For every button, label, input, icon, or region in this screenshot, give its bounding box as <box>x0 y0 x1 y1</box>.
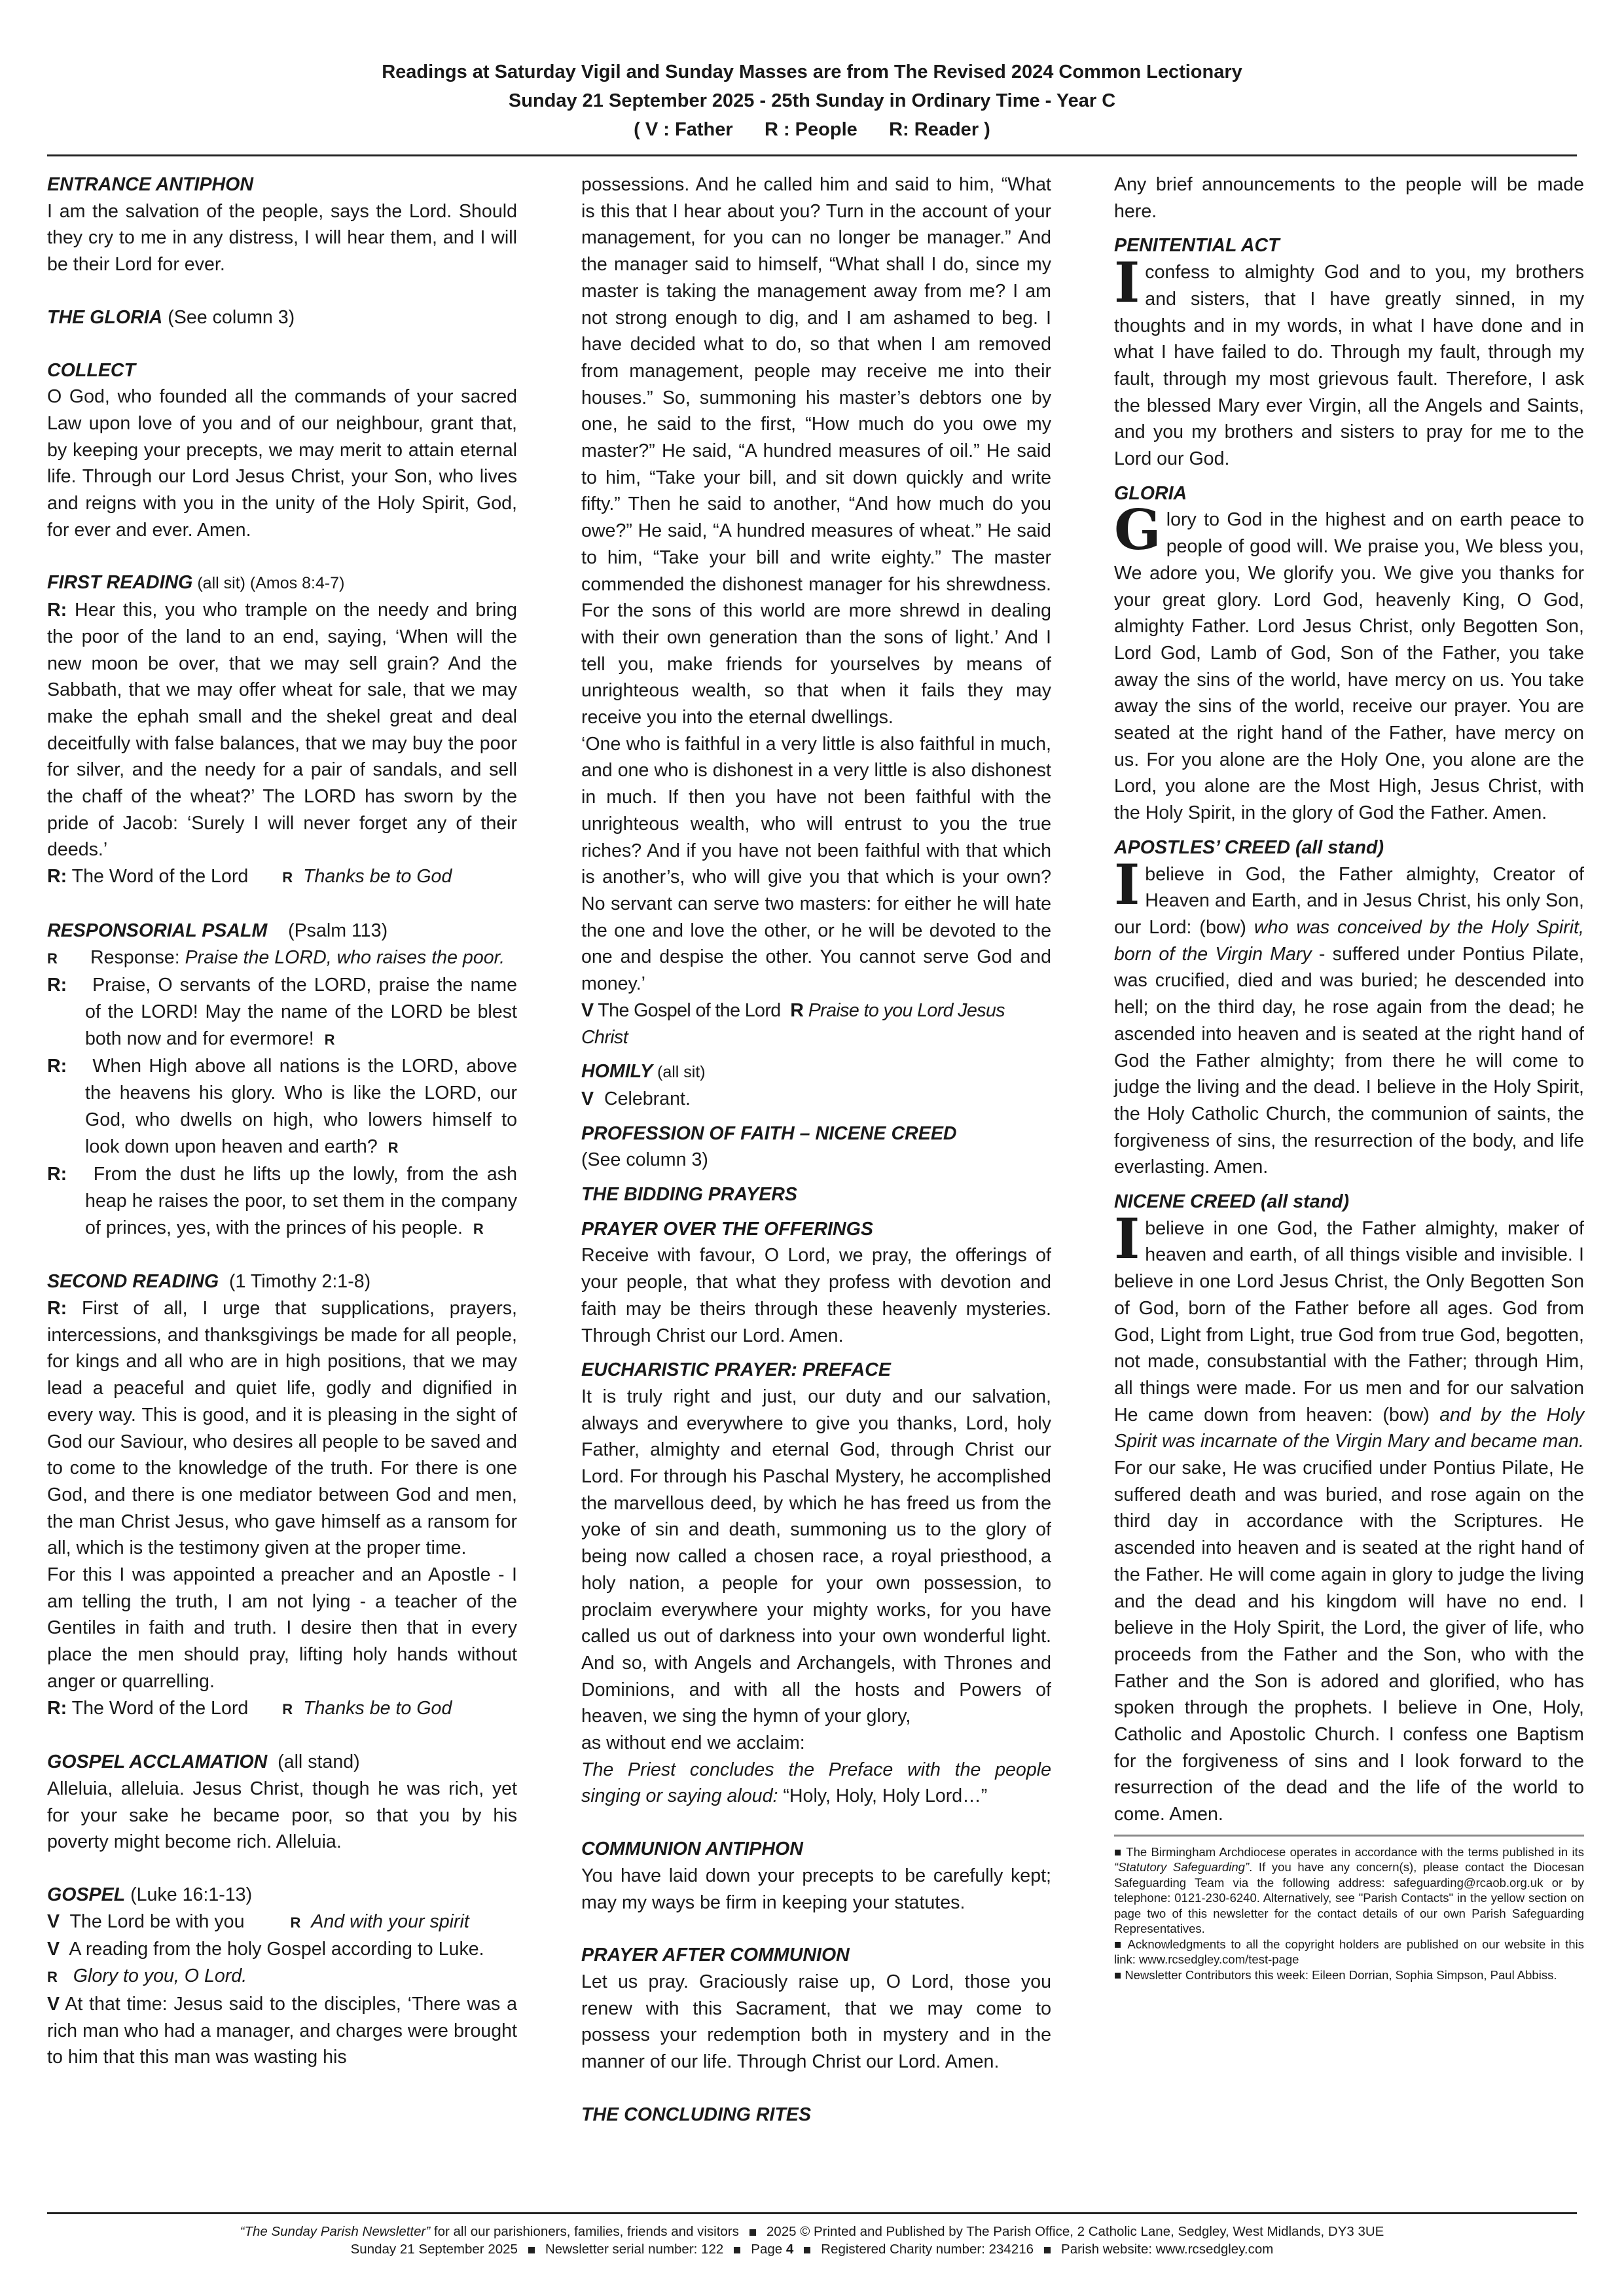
announcements-text: Any brief announcements to the people will be made here. <box>1114 174 1584 222</box>
nicene-creed-text <box>1114 1206 1584 1828</box>
second-reading-response <box>47 1695 517 1723</box>
psalm-title <box>47 918 517 944</box>
people-label: R <box>473 1220 484 1237</box>
greeting-response: And with your spirit <box>311 1910 469 1932</box>
psalm-verse-3 <box>47 1161 517 1242</box>
preface-acclaim: as without end we acclaim: <box>581 1732 805 1754</box>
homily-celebrant <box>581 1086 1051 1113</box>
reader-label: R: <box>47 1298 67 1319</box>
safeguarding-text: ■ The Birmingham Archdiocese operates in accordance with the terms published in its <box>1114 1844 1584 1859</box>
first-reading-title <box>47 569 517 597</box>
second-reading-heading: SECOND READING <box>47 1271 219 1293</box>
separator-icon <box>749 2229 756 2236</box>
communion-text: You have laid down your precepts to be carefully kept; may my ways be firm in keeping your statutes. <box>581 1865 1051 1913</box>
penitential-heading: PENITENTIAL ACT <box>1114 235 1280 257</box>
apostles-creed-text <box>1114 852 1584 1181</box>
gloria-ref <box>47 304 517 331</box>
priest-label: V <box>581 1088 594 1109</box>
gospel-conclusion <box>581 997 1051 1050</box>
reader-label: R: <box>47 600 67 621</box>
first-reading-heading: FIRST READING <box>47 572 193 594</box>
footer-page-number: 4 <box>785 2242 794 2257</box>
first-reading-response <box>47 863 517 891</box>
greeting-text: The Lord be with you <box>60 1910 245 1932</box>
reader-label: R: <box>47 1164 67 1185</box>
people-label: R <box>388 1139 399 1156</box>
column-1 <box>47 171 517 2071</box>
footer-audience: for all our parishioners, families, friends and visitors <box>430 2224 739 2239</box>
apostles-creed-italic: who was conceived by the Holy Spirit, born of the Virgin Mary <box>1114 916 1584 965</box>
word-of-lord: The Word of the Lord <box>67 1697 249 1719</box>
first-reading-body: Hear this, you who trample on the needy and bring the poor of the land to an end, saying, ‘When will the new moon be over, that we may sell grain? And the Sabbath, that we may offer wheat for sale, that we may make the ephah small and the shekel great and deal deceitfully with false balances, that we may buy the poor for silver, and the needy for a pair of sandals, and sell the chaff of the wheat?’ The LORD has sworn by the pride of Jacob: ‘Surely I will never forget any of their deeds.’ <box>47 600 517 861</box>
second-reading-ref: (1 Timothy 2:1-8) <box>219 1271 371 1293</box>
gloria-heading-3: GLORIA <box>1114 482 1187 504</box>
notes-rule <box>1114 1835 1584 1837</box>
gospel-greeting <box>47 1909 517 1937</box>
thanks-response: Thanks be to God <box>303 1697 452 1719</box>
entrance-antiphon-heading: ENTRANCE ANTIPHON <box>47 174 254 195</box>
footer-publisher: 2025 © Printed and Published by The Parish Office, 2 Catholic Lane, Sedgley, West Midlands, DY3 3UE <box>766 2224 1384 2239</box>
second-reading-text <box>47 1295 517 1562</box>
profession-note: (See column 3) <box>581 1149 708 1171</box>
offerings-text: Receive with favour, O Lord, we pray, the offerings of your people, that what they profess with devotion and faith may be theirs through these heavenly mysteries. Through Christ our Lord. Amen. <box>581 1245 1051 1346</box>
gospel-heading: GOSPEL <box>47 1884 126 1906</box>
psalm-heading: RESPONSORIAL PSALM <box>47 920 268 941</box>
gospel-announce <box>47 1936 517 1963</box>
column-2 <box>581 171 1051 2128</box>
nicene-creed-body-2: For our sake, He was crucified under Pontius Pilate, He suffered death and was buried, and rose again on the third day in accordance with the Scriptures. He ascended into heaven and is seated at the right hand of the Father. He will come again in glory to judge the living and the dead and his kingdom will have no end. I believe in the Holy Spirit, the Lord, the giver of life, who proceeds from the Father and the Son, who with the Father and the Son is adored and glorified, who has spoken through the prophets. I believe in One, Holy, Catholic and Apostolic Church. I confess one Baptism for the forgiveness of sins and I look forward to the resurrection of the dead and the life of the world to come. Amen. <box>1114 1458 1584 1825</box>
holy-holy: “Holy, Holy, Holy Lord…” <box>778 1785 988 1807</box>
reader-label: R: <box>47 1697 67 1719</box>
column-3 <box>1114 171 1584 1982</box>
apostles-creed-body-2: - suffered under Pontius Pilate, was crucified, died and was buried; he descended into hell; on the third day, he rose again from the dead; he ascended into heaven and is seated at the right hand of God the Father almighty; from there he will come to judge the living and the dead. I believe in the Holy Spirit, the Holy Catholic Church, the communion of saints, the forgiveness of sins, the resurrection of the body, and life everlasting. Amen. <box>1114 943 1584 1178</box>
gospel-text-start <box>47 1991 517 2071</box>
preface-heading: EUCHARISTIC PRAYER: PREFACE <box>581 1359 891 1381</box>
collect-text: O God, who founded all the commands of your sacred Law upon love of you and of our neighbour, grant that, by keeping your precepts, we may merit to attain eternal life. Through our Lord Jesus Christ, your Son, who lives and reigns with you in the unity of the Holy Spirit, God, for ever and ever. Amen. <box>47 386 517 541</box>
separator-icon <box>528 2247 535 2253</box>
footer-rule <box>47 2212 1577 2214</box>
gloria-heading: THE GLORIA <box>47 306 163 328</box>
acclamation-note: (all stand) <box>267 1751 360 1773</box>
first-reading-text <box>47 597 517 863</box>
drop-cap: I <box>1114 250 1140 315</box>
gloria-note: (See column 3) <box>162 306 295 328</box>
nicene-creed-body: believe in one God, the Father almighty, maker of heaven and earth, of all things visible and invisible. I believe in one Lord Jesus Christ, the Only Begotten Son of God, born of the Father before all ages. God from God, Light from Light, true God from true God, begotten, not made, consubstantial with the Father; through Him, all things were made. For us men and for our salvation He came down from heaven: (bow) <box>1114 1217 1584 1426</box>
footer-line-1 <box>0 2223 1624 2240</box>
first-reading-note: (all sit) <box>192 574 245 593</box>
footer-website[interactable]: Parish website: www.rcsedgley.com <box>1061 2242 1274 2257</box>
people-label: R <box>282 1700 293 1717</box>
acclamation-heading: GOSPEL ACCLAMATION <box>47 1751 268 1773</box>
celebrant-text: Celebrant. <box>594 1088 691 1109</box>
reader-label: R: <box>47 1056 67 1077</box>
acknowledgments-note: ■ Acknowledgments to all the copyright holders are published on our website in this link: www.rcsedgley.com/test-page <box>1114 1937 1584 1967</box>
second-reading-text-2: For this I was appointed a preacher and an Apostle - I am telling the truth, I am not lying - a teacher of the Gentiles in faith and truth. I desire then that in every place the men should pray, lifting holy hands without anger or quarrelling. <box>47 1564 517 1692</box>
drop-cap: I <box>1114 1206 1140 1271</box>
psalm-verse-2 <box>47 1053 517 1161</box>
glory-response: Glory to you, O Lord. <box>73 1965 247 1987</box>
newsletter-title: “The Sunday Parish Newsletter” <box>240 2224 431 2239</box>
separator-icon <box>1044 2247 1051 2253</box>
psalm-verse-1 <box>47 972 517 1053</box>
gospel-text-cont-2: ‘One who is faithful in a very little is also faithful in much, and one who is dishonest in a very little is also dishonest in much. If then you have not been faithful with the unrighteous wealth, who will entrust to you the true riches? And if you have not been faithful with that which is another’s, who will give you that which is your own? No servant can serve two masters: for either he will hate the one and love the other, or he will be devoted to the one and despise the other. You cannot serve God and money.’ <box>581 733 1051 995</box>
safeguarding-title: “Statutory Safeguarding” <box>1114 1860 1250 1874</box>
priest-label: V <box>47 1993 60 2015</box>
psalm-verse-text: When High above all nations is the LORD, above the heavens his glory. Who is like the LORD, our God, who dwells on high, who lowers himself to look down upon heaven and earth? <box>85 1056 517 1157</box>
collect-heading: COLLECT <box>47 359 136 381</box>
gospel-text-cont: possessions. And he called him and said to him, “What is this that I hear about you? Turn in the account of your management, for you can no longer be manager.” And the manager said to himself, “What shall I do, since my master is taking the management away from me? I am not strong enough to dig, and I am ashamed to beg. I have decided what to do, so that when I am removed from management, people may receive me into their houses.” So, summoning his master’s debtors one by one, he said to the first, “How much do you owe my master?” He said, “A hundred measures of oil.” He said to him, “Take your bill, and sit down quickly and write fifty.” Then he said to another, “And how much do you owe?” He said, “A hundred measures of wheat.” He said to him, “Take your bill and write eighty.” The master commended the dishonest manager for his shrewdness. For the sons of this world are more shrewd in dealing with their own generation than the sons of light.’ And I tell you, make friends for yourselves by means of unrighteous wealth, so that when it fails they may receive you into the eternal dwellings. <box>581 174 1051 728</box>
drop-cap: G <box>1114 497 1161 563</box>
people-label: R <box>790 999 804 1021</box>
penitential-text <box>1114 250 1584 473</box>
second-reading-title <box>47 1268 517 1295</box>
reader-label: R: <box>47 975 67 996</box>
footer-date: Sunday 21 September 2025 <box>350 2242 518 2257</box>
priest-label: V <box>581 999 594 1021</box>
homily-note: (all sit) <box>653 1063 706 1082</box>
people-label: R <box>47 950 58 967</box>
psalm-response <box>47 944 517 973</box>
separator-icon <box>734 2247 740 2253</box>
homily-heading: HOMILY <box>581 1061 653 1083</box>
praise-response: Praise to you Lord Jesus Christ <box>581 999 1005 1048</box>
announce-text: A reading from the holy Gospel according to Luke. <box>60 1939 484 1960</box>
profession-heading: PROFESSION OF FAITH – NICENE CREED <box>581 1122 957 1144</box>
response-key: ( V : Father R : People R: Reader ) <box>634 119 990 140</box>
footer-serial: Newsletter serial number: 122 <box>545 2242 724 2257</box>
gloria-text <box>1114 497 1584 826</box>
gospel-glory <box>47 1963 517 1991</box>
lectionary-note: Readings at Saturday Vigil and Sunday Masses are from The Revised 2024 Common Lectionary <box>382 62 1242 82</box>
concluding-heading: THE CONCLUDING RITES <box>581 2104 812 2125</box>
gospel-of-lord: The Gospel of the Lord <box>593 999 785 1021</box>
first-reading-ref: (Amos 8:4-7) <box>245 574 345 593</box>
nicene-creed-italic: and by the Holy Spirit was incarnate of the Virgin Mary and became man. <box>1114 1404 1584 1452</box>
psalm-response-label: Response: <box>85 946 185 968</box>
priest-label: V <box>47 1910 60 1932</box>
acclamation-title <box>47 1749 517 1776</box>
preface-rubric <box>581 1757 1051 1810</box>
preface-rubric-text: The Priest concludes the Preface with the people singing or saying aloud: <box>581 1759 1051 1807</box>
footer-line-2 <box>0 2240 1624 2258</box>
word-of-lord: The Word of the Lord <box>67 866 249 888</box>
second-reading-body: First of all, I urge that supplications, prayers, intercessions, and thanksgivings be made for all people, for kings and all who are in high positions, that we may lead a peaceful and quiet life, godly and dignified in every way. This is good, and it is pleasing in the sight of God our Saviour, who desires all people to be saved and to come to the knowledge of the truth. For there is one God, and there is one mediator between God and men, the man Christ Jesus, who gave himself as a ransom for all, which is the testimony given at the proper time. <box>47 1298 517 1559</box>
communion-heading: COMMUNION ANTIPHON <box>581 1839 803 1860</box>
psalm-response-text: Praise the LORD, who raises the poor. <box>185 946 505 968</box>
thanks-response: Thanks be to God <box>303 866 452 888</box>
offerings-heading: PRAYER OVER THE OFFERINGS <box>581 1218 873 1240</box>
safeguarding-text-2: . If you have any concern(s), please contact the Diocesan Safeguarding Team via the following address: safeguarding@rcaob.org.uk or by telephone: 0121-230-6240. Alternatively, see "Parish Contacts" in the yellow section on page two of this newsletter for the contact details of our own Parish Safeguarding Representatives. <box>1114 1860 1584 1936</box>
psalm-verse-text: From the dust he lifts up the lowly, from the ash heap he raises the poor, to set them in the company of princes, yes, with the princes of his people. <box>85 1164 517 1238</box>
gospel-title <box>47 1882 517 1909</box>
separator-icon <box>804 2247 810 2253</box>
people-label: R <box>282 869 293 886</box>
apostles-creed-body: believe in God, the Father almighty, Creator of Heaven and Earth, and in Jesus Christ, his only Son, our Lord: (bow) <box>1114 863 1584 938</box>
entrance-antiphon-text: I am the salvation of the people, says the Lord. Should they cry to me in any distress, I will hear them, and I will be their Lord for ever. <box>47 200 517 276</box>
drop-cap: I <box>1114 852 1140 917</box>
reader-label: R: <box>47 866 67 888</box>
psalm-verse-text: Praise, O servants of the LORD, praise the name of the LORD! May the name of the LORD be blest both now and for evermore! <box>85 975 517 1049</box>
gloria-body: lory to God in the highest and on earth peace to people of good will. We praise you, We bless you, We adore you, We glorify you. We give you thanks for your great glory. Lord God, heavenly King, O God, almighty Father. Lord Jesus Christ, only Begotten Son, Lord God, Lamb of God, Son of the Father, you take away the sins of the world, have mercy on us. You take away the sins of the world, receive our prayer. You are seated at the right hand of the Father, have mercy on us. For you alone are the Holy One, you alone are the Lord, you alone are the Most High, Jesus Christ, with the Holy Spirit, in the glory of God the Father. Amen. <box>1114 509 1584 824</box>
footer-charity: Registered Charity number: 234216 <box>821 2242 1034 2257</box>
bidding-heading: THE BIDDING PRAYERS <box>581 1184 797 1206</box>
homily-title <box>581 1058 1051 1086</box>
safeguarding-note <box>1114 1844 1584 1937</box>
people-label: R <box>290 1914 301 1931</box>
after-communion-heading: PRAYER AFTER COMMUNION <box>581 1945 850 1966</box>
preface-text: It is truly right and just, our duty and our salvation, always and everywhere to give you thanks, Lord, holy Father, almighty and eternal God, through Christ our Lord. For through his Paschal Mystery, he accomplished the marvellous deed, by which he has freed us from the yoke of sin and death, summoning us to the glory of being now called a chosen race, a royal priesthood, a holy nation, a people for your own possession, to proclaim everywhere your mighty works, for you have called us out of darkness into your own wonderful light. And so, with Angels and Archangels, with Thrones and Dominions, and with all the hosts and Powers of heaven, we sing the hymn of your glory, <box>581 1386 1051 1727</box>
penitential-body: confess to almighty God and to you, my brothers and sisters, that I have greatly sinned, in my thoughts and in my words, in what I have done and in what I have failed to do. Through my fault, through my fault, through my most grievous fault. Therefore, I ask the blessed Mary ever Virgin, all the Angels and Saints, and you my brothers and sisters to pray for me to the Lord our God. <box>1114 262 1584 470</box>
nicene-creed-heading: NICENE CREED (all stand) <box>1114 1191 1350 1213</box>
footer-page-label: Page <box>751 2242 786 2257</box>
people-label: R <box>47 1969 58 1986</box>
priest-label: V <box>47 1939 60 1960</box>
psalm-ref: (Psalm 113) <box>267 920 388 941</box>
after-communion-text: Let us pray. Graciously raise up, O Lord, those you renew with this Sacrament, that we may come to possess your redemption both in mystery and in the manner of our life. Through Christ our Lord. Amen. <box>581 1971 1051 2073</box>
gospel-body: At that time: Jesus said to the disciples, ‘There was a rich man who had a manager, and charges were brought to him that this man was wasting his <box>47 1993 517 2068</box>
acclamation-text: Alleluia, alleluia. Jesus Christ, though he was rich, yet for your sake he became poor, so that you by his poverty might become rich. Alleluia. <box>47 1778 517 1853</box>
header <box>0 58 1624 144</box>
gospel-ref: (Luke 16:1-13) <box>125 1884 253 1906</box>
apostles-creed-heading: APOSTLES’ CREED (all stand) <box>1114 836 1384 858</box>
people-label: R <box>324 1031 335 1048</box>
sunday-date-title: Sunday 21 September 2025 - 25th Sunday in Ordinary Time - Year C <box>508 90 1116 111</box>
contributors-note: ■ Newsletter Contributors this week: Eileen Dorrian, Sophia Simpson, Paul Abbiss. <box>1114 1967 1557 1982</box>
header-rule <box>47 154 1577 156</box>
